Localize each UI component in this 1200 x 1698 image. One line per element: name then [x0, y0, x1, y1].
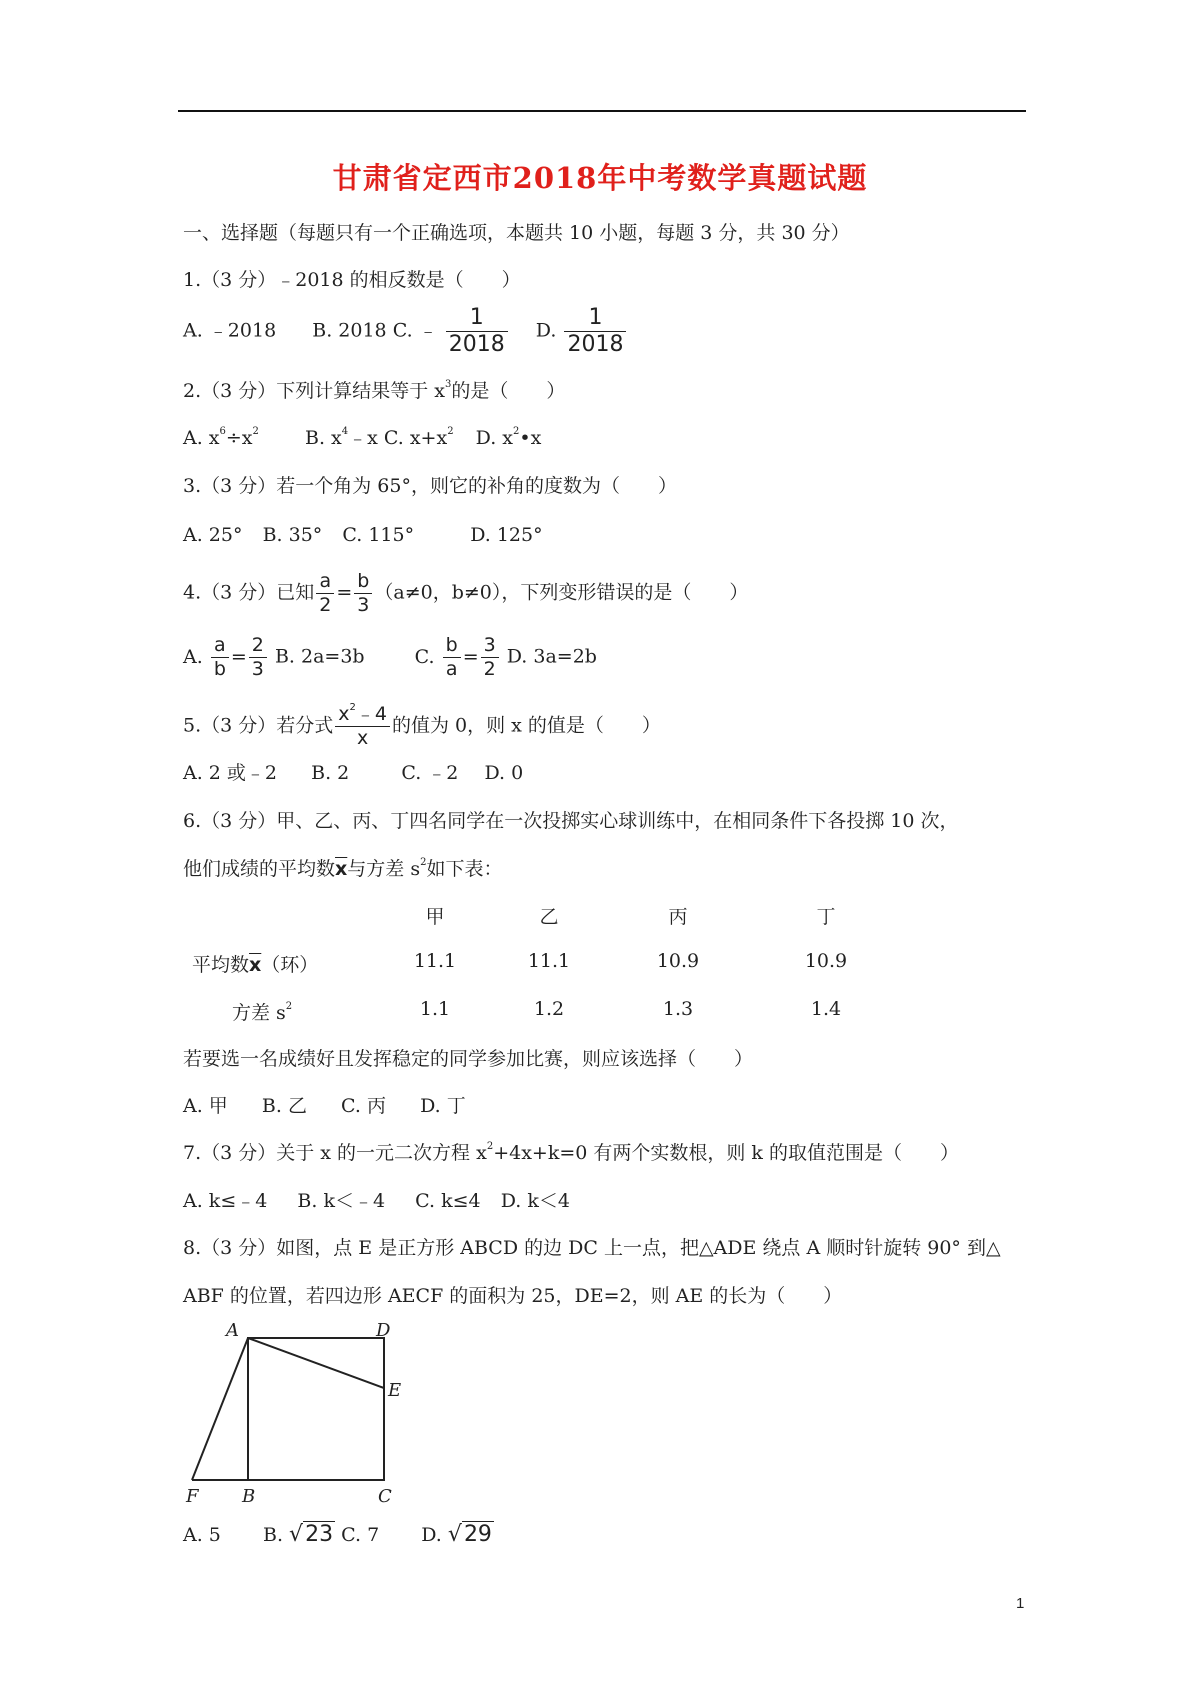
q4-fraction-a-over-2: $\frac{a}{2}$	[316, 572, 334, 615]
table-cell: 1.3	[662, 998, 694, 1020]
question-1-options	[183, 307, 628, 356]
segment-af	[192, 1338, 248, 1480]
q6-option-b: B. 乙	[261, 1095, 307, 1117]
q1-option-c-fraction: $\frac{1}{2018}$	[446, 307, 508, 356]
label-b: B	[242, 1486, 256, 1505]
question-4-options	[183, 636, 597, 679]
table-cell: 1.1	[419, 998, 451, 1020]
table-header-bing: 丙	[668, 906, 688, 928]
q4-option-b: B. 2a=3b	[274, 645, 365, 668]
table-header-yi: 乙	[539, 906, 559, 928]
question-7-options	[183, 1188, 570, 1214]
question-8-options	[183, 1522, 494, 1548]
square-abcd	[248, 1338, 384, 1480]
table-row-mean-label: 平均数$\overline{x}$（环）	[192, 954, 319, 976]
label-c: C	[378, 1486, 392, 1505]
q8-option-a: A. 5	[183, 1524, 221, 1546]
q3-option-b: B. 35°	[262, 524, 323, 546]
q1-option-c: C. ﹣	[392, 319, 438, 342]
question-2-stem: 2.（3 分）下列计算结果等于 $x^3$的是（ ）	[183, 379, 566, 402]
table-cell: 11.1	[527, 950, 571, 972]
table-header-jia: 甲	[425, 906, 445, 928]
sqrt-icon: √29	[447, 1522, 492, 1547]
q4-option-d: D. 3a=2b	[506, 645, 597, 668]
table-header-ding: 丁	[816, 906, 836, 928]
q5-option-b: B. 2	[311, 762, 350, 784]
geometry-figure	[180, 1320, 420, 1505]
q4-fraction-b-over-3: $\frac{b}{3}$	[354, 572, 372, 615]
question-3-stem: 3.（3 分）若一个角为 65°，则它的补角的度数为（ ）	[183, 475, 677, 497]
q5-option-c: C. ﹣2	[401, 762, 459, 784]
q7-option-b: B. k＜﹣4	[297, 1190, 386, 1212]
table-cell: 1.4	[810, 998, 842, 1020]
question-6-line-3: 若要选一名成绩好且发挥稳定的同学参加比赛，则应该选择（ ）	[183, 1048, 754, 1070]
question-6-line-2: 他们成绩的平均数$\overline{x}$与方差 $s^2$如下表：	[183, 857, 503, 880]
table-cell: 1.2	[533, 998, 565, 1020]
page-number: 1	[1016, 1595, 1025, 1612]
q2-option-b: B. $x^4﹣x$	[305, 426, 378, 449]
q2-option-a: A. $x^6\div x^2$	[183, 426, 259, 449]
question-5-options	[183, 760, 523, 786]
question-1-stem: 1.（3 分）﹣2018 的相反数是（ ）	[183, 269, 521, 291]
question-6-line-1: 6.（3 分）甲、乙、丙、丁四名同学在一次投掷实心球训练中，在相同条件下各投掷 10 次，	[183, 810, 959, 832]
q3-option-a: A. 25°	[183, 524, 243, 546]
q8-option-c: C. 7	[341, 1524, 380, 1546]
q6-option-c: C. 丙	[341, 1095, 386, 1117]
q2-option-d: D. $x^2•x$	[475, 426, 542, 449]
page-title: 甘肃省定西市2018年中考数学真题试题	[332, 161, 868, 195]
question-5-stem: 5.（3 分）若分式 $\frac{x^2﹣4}{x}$ 的值为 0，则 x 的值是（ ）	[183, 702, 661, 749]
question-2-options	[183, 425, 541, 451]
label-d: D	[376, 1320, 391, 1341]
segment-ae	[248, 1338, 384, 1388]
sqrt-icon: √23	[289, 1522, 334, 1547]
question-3-options	[183, 522, 543, 548]
q1-option-d: D.	[535, 319, 557, 342]
q4-option-c: C. $\frac{b}{a}$ = $\frac{3}{2}$	[415, 646, 501, 668]
table-cell: 10.9	[804, 950, 848, 972]
q5-fraction: $\frac{x^2﹣4}{x}$	[335, 705, 390, 748]
question-6-options	[183, 1093, 466, 1119]
q8-option-b: B. √23	[262, 1522, 334, 1547]
q5-option-d: D. 0	[484, 762, 524, 784]
q3-option-c: C. 115°	[342, 524, 415, 546]
q1-option-b: B. 2018	[312, 319, 387, 342]
label-f: F	[186, 1486, 199, 1505]
q7-option-d: D. k＜4	[500, 1190, 570, 1212]
q7-option-a: A. k≤﹣4	[183, 1190, 268, 1212]
section-heading: 一、选择题（每题只有一个正确选项，本题共 10 小题，每题 3 分，共 30 分）	[183, 222, 850, 244]
q6-option-a: A. 甲	[183, 1095, 228, 1117]
q5-option-a: A. 2 或﹣2	[183, 762, 278, 784]
q7-option-c: C. k≤4	[415, 1190, 481, 1212]
question-8-line-2: ABF 的位置，若四边形 AECF 的面积为 25，DE=2，则 AE 的长为（ ）	[183, 1285, 843, 1307]
label-e: E	[388, 1380, 402, 1401]
q1-option-d-fraction: $\frac{1}{2018}$	[564, 307, 626, 356]
question-4-stem: 4.（3 分）已知 $\frac{a}{2}$ = $\frac{b}{3}$ （a≠0，b≠0），下列变形错误的是（ ）	[183, 570, 749, 616]
q8-option-d: D. √29	[421, 1522, 492, 1547]
question-8-line-1: 8.（3 分）如图，点 E 是正方形 ABCD 的边 DC 上一点，把△ADE 绕点 A 顺时针旋转 90° 到△	[183, 1237, 1001, 1259]
table-cell: 11.1	[413, 950, 457, 972]
q4-option-a: A. $\frac{a}{b}$ = $\frac{2}{3}$	[183, 646, 269, 668]
header-rule	[178, 110, 1026, 112]
question-7-stem: 7.（3 分）关于 x 的一元二次方程 $x^2+4x+k=0$ 有两个实数根，则 k 的取值范围是（ ）	[183, 1141, 959, 1164]
table-row-variance-label: 方差 $s^2$	[232, 1001, 293, 1024]
q3-option-d: D. 125°	[470, 524, 543, 546]
label-a: A	[226, 1320, 239, 1341]
q2-option-c: C. $x+x^2$	[383, 426, 454, 449]
table-cell: 10.9	[656, 950, 700, 972]
q1-option-a: A. ﹣2018	[183, 319, 277, 342]
q6-option-d: D. 丁	[420, 1095, 466, 1117]
